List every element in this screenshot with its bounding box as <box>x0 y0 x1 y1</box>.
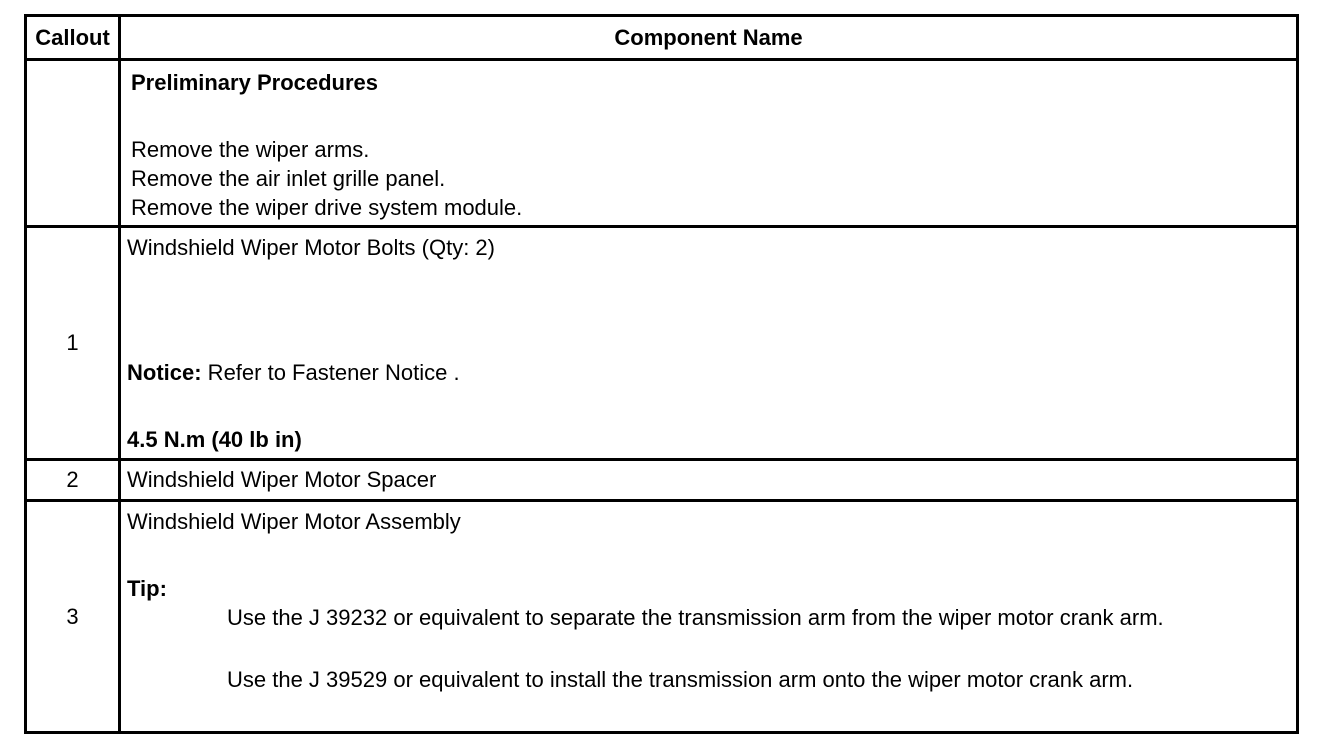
preliminary-cell <box>121 61 1296 225</box>
component-cell <box>121 461 1296 499</box>
table-row <box>27 228 1296 461</box>
table-row <box>27 461 1296 502</box>
tip-text: Use the J 39529 or equivalent to install the transmission arm onto the wiper motor crank arm. <box>227 667 1134 692</box>
preliminary-step: Remove the wiper drive system module. <box>131 195 523 220</box>
preliminary-step: Remove the wiper arms. <box>131 137 370 162</box>
table-row <box>27 502 1296 731</box>
callout-number: 3 <box>27 502 121 731</box>
notice-line <box>127 360 460 386</box>
component-name-column-header: Component Name <box>614 24 803 50</box>
callout-column-header: Callout <box>27 17 121 58</box>
callout-number: 2 <box>27 461 121 499</box>
component-name: Windshield Wiper Motor Spacer <box>127 467 437 492</box>
preliminary-callout-cell <box>27 61 121 225</box>
callout-number: 1 <box>27 228 121 458</box>
component-name: Windshield Wiper Motor Assembly <box>127 509 461 534</box>
preliminary-step: Remove the air inlet grille panel. <box>131 166 446 191</box>
preliminary-row <box>27 61 1296 228</box>
tip-text: Use the J 39232 or equivalent to separate the transmission arm from the wiper motor crank arm. <box>227 605 1164 630</box>
component-name: Windshield Wiper Motor Bolts (Qty: 2) <box>127 235 495 260</box>
component-cell <box>121 502 1296 731</box>
notice-label: Notice: <box>127 360 202 385</box>
torque-spec: 4.5 N.m (40 lb in) <box>127 427 302 452</box>
preliminary-title: Preliminary Procedures <box>131 70 379 95</box>
procedure-table <box>24 14 1299 734</box>
table-header-row <box>27 17 1296 61</box>
tip-label: Tip: <box>127 576 167 601</box>
notice-text: Refer to Fastener Notice . <box>201 360 460 385</box>
component-cell <box>121 228 1296 458</box>
